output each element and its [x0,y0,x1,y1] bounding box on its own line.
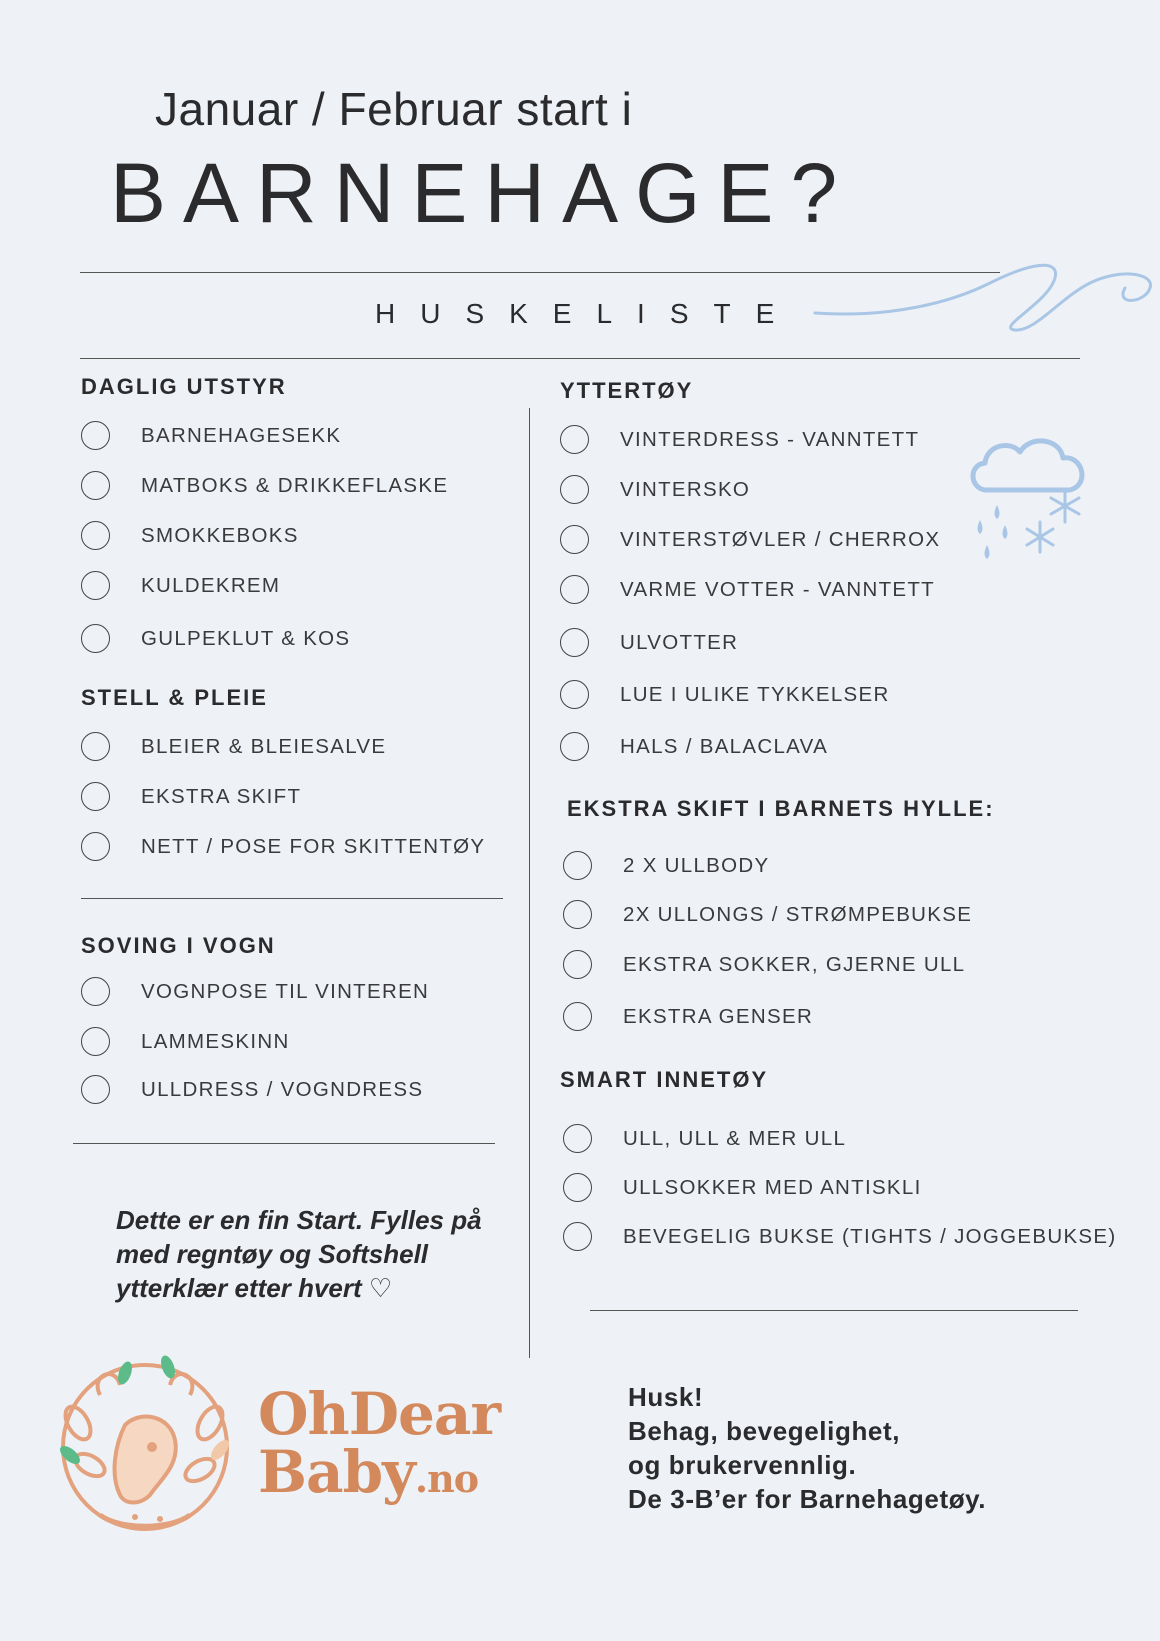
circle-checkbox-icon[interactable] [560,425,589,454]
section-heading-stell-pleie: STELL & PLEIE [81,685,268,710]
reminder-text [628,1380,986,1516]
section-heading-ekstra-skift: EKSTRA SKIFT I BARNETS HYLLE: [567,796,995,821]
logo-line-2: Baby.no [258,1438,479,1506]
divider-subtitle [80,358,1080,359]
circle-checkbox-icon[interactable] [563,1002,592,1031]
circle-checkbox-icon[interactable] [81,832,110,861]
divider-left-2 [73,1143,495,1144]
page-title: BARNEHAGE? [110,146,855,240]
logo-line-1: OhDear [258,1380,501,1448]
section-heading-smart-innetoy: SMART INNETØY [560,1067,769,1092]
section-heading-yttertoy: YTTERTØY [560,378,694,403]
circle-checkbox-icon[interactable] [81,521,110,550]
cloud-rain-snow-icon [965,430,1095,560]
circle-checkbox-icon[interactable] [81,624,110,653]
circle-checkbox-icon[interactable] [81,471,110,500]
reminder-line-4: De 3-B’er for Barnehagetøy. [628,1484,987,1514]
note-text: Dette er en fin Start. Fylles på med regntøy og Softshell ytterklær etter hvert ♡ [116,1205,482,1303]
circle-checkbox-icon[interactable] [81,421,110,450]
circle-checkbox-icon[interactable] [81,571,110,600]
pre-title: Januar / Februar start i [155,83,633,135]
circle-checkbox-icon[interactable] [560,732,589,761]
subtitle: HUSKELISTE [375,298,800,329]
reminder-line-2: Behag, bevegelighet, [628,1416,901,1446]
circle-checkbox-icon[interactable] [560,525,589,554]
circle-checkbox-icon[interactable] [563,851,592,880]
section-heading-daglig-utstyr: DAGLIG UTSTYR [81,374,287,399]
divider-left-1 [81,898,503,899]
logo-text [258,1380,501,1508]
circle-checkbox-icon[interactable] [563,1222,592,1251]
column-divider [529,408,530,1358]
circle-checkbox-icon[interactable] [560,575,589,604]
swirl-icon [810,258,1160,338]
circle-checkbox-icon[interactable] [81,1075,110,1104]
reminder-line-3: og brukervennlig. [628,1450,857,1480]
circle-checkbox-icon[interactable] [560,475,589,504]
deer-logo-icon [40,1355,250,1540]
circle-checkbox-icon[interactable] [563,950,592,979]
circle-checkbox-icon[interactable] [563,1124,592,1153]
reminder-line-1: Husk! [628,1382,704,1412]
section-heading-soving-vogn: SOVING I VOGN [81,933,276,958]
circle-checkbox-icon[interactable] [81,782,110,811]
circle-checkbox-icon[interactable] [560,680,589,709]
circle-checkbox-icon[interactable] [563,900,592,929]
circle-checkbox-icon[interactable] [81,1027,110,1056]
circle-checkbox-icon[interactable] [81,977,110,1006]
circle-checkbox-icon[interactable] [81,732,110,761]
circle-checkbox-icon[interactable] [560,628,589,657]
circle-checkbox-icon[interactable] [563,1173,592,1202]
divider-right [590,1310,1078,1311]
